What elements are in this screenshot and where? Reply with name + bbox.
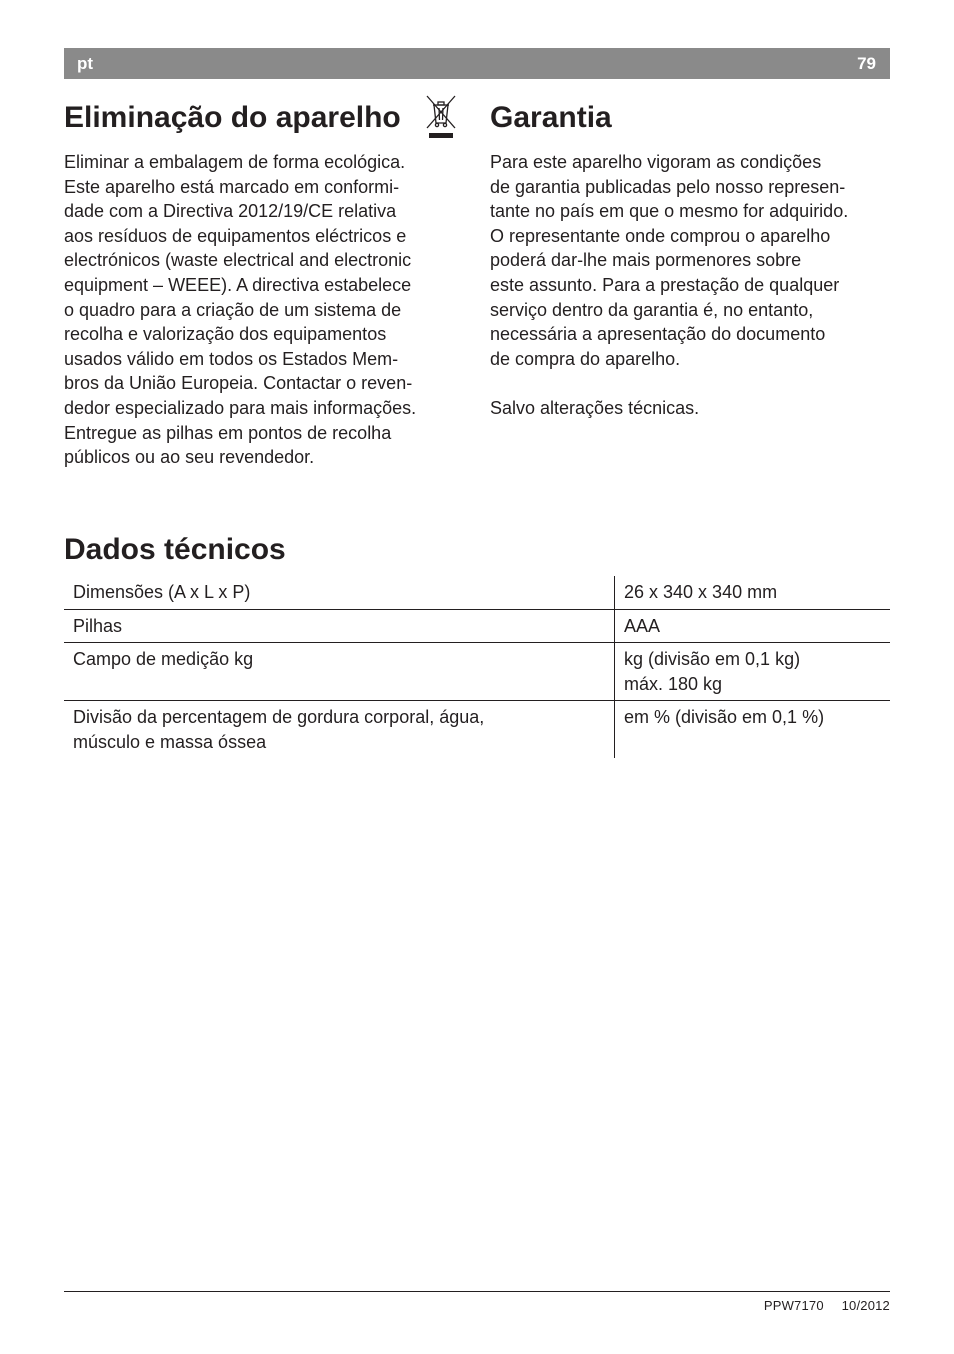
page-header-bar (64, 48, 890, 79)
spec-value: kg (divisão em 0,1 kg) (624, 649, 801, 670)
disposal-text-line: públicos ou ao seu revendedor. (64, 447, 315, 468)
table-row (64, 701, 890, 758)
warranty-note (490, 396, 890, 421)
spec-label: Divisão da percentagem de gordura corporal, água, (73, 707, 485, 728)
disposal-text-line: equipment – WEEE). A directiva estabelece (64, 274, 412, 295)
warranty-heading: Garantia (490, 101, 612, 134)
disposal-body (64, 150, 464, 470)
spec-value: em % (divisão em 0,1 %) (624, 707, 825, 728)
footer-rule (64, 1291, 890, 1292)
spec-label-cell (64, 643, 615, 701)
warranty-text-line: serviço dentro da garantia é, no entanto, (490, 299, 814, 320)
spec-label: Campo de medição kg (73, 649, 254, 670)
disposal-heading: Eliminação do aparelho (64, 101, 401, 134)
model-number: PPW7170 (763, 1298, 824, 1313)
warranty-text-line: tante no país em que o mesmo for adquirido. (490, 201, 849, 222)
spec-value-cell (615, 609, 891, 643)
warranty-body (490, 150, 890, 371)
spec-value-cell (615, 701, 891, 758)
page-number: 79 (857, 54, 876, 73)
warranty-text-line: de garantia publicadas pelo nosso represen- (490, 176, 846, 197)
disposal-text-line: recolha e valorização dos equipamentos (64, 324, 387, 345)
weee-crossed-bin-icon (424, 94, 458, 140)
disposal-text-line: aos resíduos de equipamentos eléctricos e (64, 225, 407, 246)
disposal-text-line: Entregue as pilhas em pontos de recolha (64, 422, 392, 443)
spec-label-cell (64, 609, 615, 643)
warranty-text-line: este assunto. Para a prestação de qualquer (490, 274, 840, 295)
disposal-text-line: Eliminar a embalagem de forma ecológica. (64, 152, 406, 172)
spec-label: Dimensões (A x L x P) (73, 582, 251, 602)
disposal-text-line: o quadro para a criação de um sistema de (64, 299, 402, 320)
disposal-text-line: bros da União Europeia. Contactar o reven- (64, 373, 413, 394)
spec-value: 26 x 340 x 340 mm (624, 582, 778, 602)
disposal-text-line: dade com a Directiva 2012/19/CE relativa (64, 201, 397, 222)
spec-value: AAA (624, 615, 661, 636)
warranty-text-line: necessária a apresentação do documento (490, 324, 826, 345)
spec-value: máx. 180 kg (624, 673, 723, 694)
edition-date: 10/2012 (841, 1298, 890, 1313)
disposal-text-line: Este aparelho está marcado em conformi- (64, 176, 400, 197)
tech-data-table (64, 576, 890, 758)
footer (764, 1298, 890, 1313)
warranty-text-line: O representante onde comprou o aparelho (490, 225, 831, 246)
table-row (64, 643, 890, 701)
spec-value-cell (615, 643, 891, 701)
spec-label: músculo e massa óssea (73, 731, 267, 752)
warranty-text-line: poderá dar-lhe mais pormenores sobre (490, 250, 802, 271)
spec-value-cell (615, 576, 891, 609)
table-row (64, 576, 890, 609)
language-code: pt (77, 54, 94, 73)
disposal-text-line: dedor especializado para mais informações. (64, 397, 417, 418)
table-row (64, 609, 890, 643)
warranty-text-line: Para este aparelho vigoram as condições (490, 152, 822, 172)
tech-data-heading: Dados técnicos (64, 533, 286, 566)
disposal-text-line: electrónicos (waste electrical and electronic (64, 250, 412, 271)
spec-label-cell (64, 701, 615, 758)
technical-changes-note: Salvo alterações técnicas. (490, 398, 700, 418)
spec-label: Pilhas (73, 615, 123, 636)
warranty-text-line: de compra do aparelho. (490, 348, 681, 369)
spec-label-cell (64, 576, 615, 609)
disposal-text-line: usados válido em todos os Estados Mem- (64, 348, 399, 369)
